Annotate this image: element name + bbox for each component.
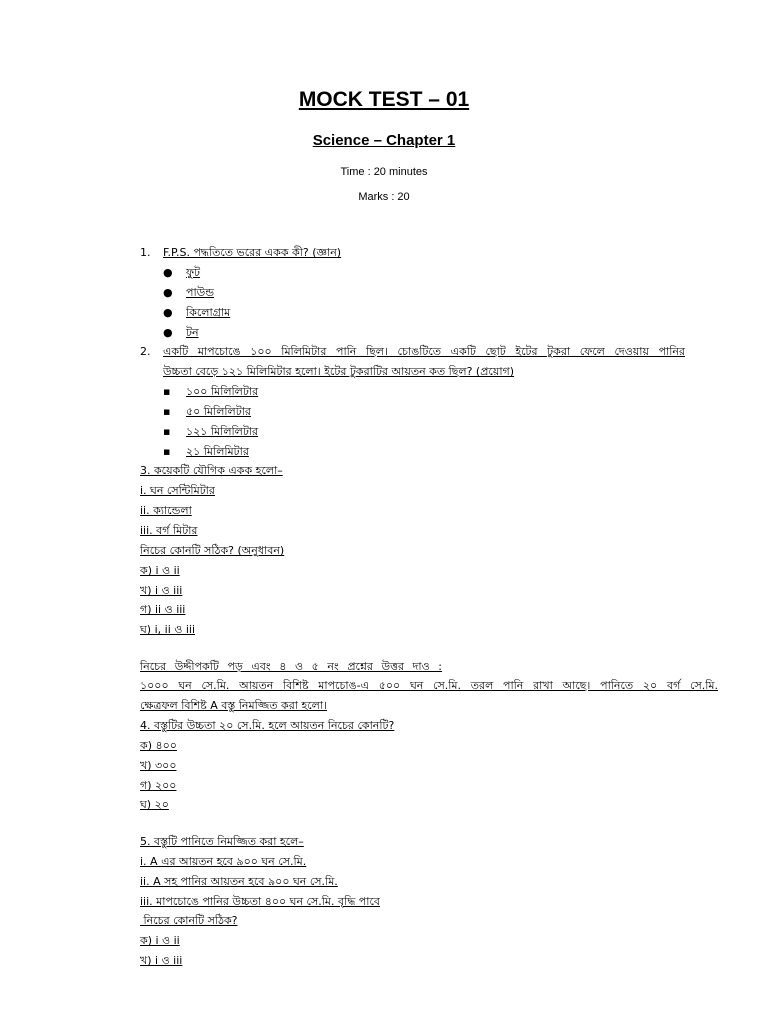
q5-item-3: iii. মাপচোঙে পানির উচ্চতা ৪০০ ঘন সে.মি. বৃদ্ধি পাবে [140,895,381,908]
q4-option-2: খ) ৩০০ [140,759,177,772]
page-title: MOCK TEST – 01 [298,88,470,111]
page-subtitle: Science – Chapter 1 [312,132,456,149]
q2-text-line1: একটি মাপচোঙে ১০০ মিলিমিটার পানি ছিল। চোঙটিতে একটি ছোট ইটের টুকরা ফেলে দেওয়ায় পানির [163,345,685,358]
q3-option-1: ক) i ও ii [140,564,180,577]
q3-option-4: ঘ) i, ii ও iii [140,623,196,636]
bullet-dot: ● [163,286,173,299]
q5-prompt: নিচের কোনটি সঠিক? [140,914,238,927]
q1-option-1: ফুট [186,266,201,279]
q5-option-1: ক) i ও ii [140,934,180,947]
q2-option-4: ২১ মিলিমিটার [186,445,249,458]
stem-line-2: ক্ষেত্রফল বিশিষ্ট A বস্তু নিমজ্জিত করা হলো। [140,699,327,712]
bullet-dot: ● [163,326,173,339]
q1-text: F.P.S. পদ্ধতিতে ভরের একক কী? (জ্ঞান) [163,246,342,259]
stem-line-1: ১০০০ ঘন সে.মি. আয়তন বিশিষ্ট মাপচোঙ-এ ৫০০ ঘন সে.মি. তরল পানি রাখা আছে। পানিতে ২০ বর্গ সে.মি. [140,679,718,692]
bullet-dot: ● [163,266,173,279]
square-bullet: ▪ [163,425,171,438]
q3-prompt: নিচের কোনটি সঠিক? (অনুধাবন) [140,544,285,557]
q4-option-4: ঘ) ২০ [140,798,169,811]
q2-number: 2. [140,345,151,358]
marks-label: Marks : 20 [358,191,410,203]
q4-option-1: ক) ৪০০ [140,739,177,752]
bullet-dot: ● [163,306,173,319]
q5-text: 5. বস্তুটি পানিতে নিমজ্জিত করা হলে– [140,835,304,848]
square-bullet: ▪ [163,405,171,418]
q1-option-4: টন [186,326,199,339]
q1-option-2: পাউন্ড [186,286,215,299]
q2-text-line2: উচ্চতা বেড়ে ১২১ মিলিমিটার হলো। ইটের টুকরাটির আয়তন কত ছিল? (প্রয়োগ) [163,365,515,378]
q4-text: 4. বস্তুটির উচ্চতা ২০ সে.মি. হলে আয়তন নিচের কোনটি? [140,719,395,732]
q5-option-2: খ) i ও iii [140,954,183,967]
q5-item-2: ii. A সহ পানির আয়তন হবে ৯০০ ঘন সে.মি. [140,875,338,888]
q4-option-3: গ) ২০০ [140,779,177,792]
q3-option-3: গ) ii ও iii [140,603,186,616]
q5-item-1: i. A এর আয়তন হবে ৯০০ ঘন সে.মি. [140,855,307,868]
q3-option-2: খ) i ও iii [140,584,183,597]
q1-option-3: কিলোগ্রাম [186,306,231,319]
square-bullet: ▪ [163,445,171,458]
q1-number: 1. [140,246,151,259]
square-bullet: ▪ [163,385,171,398]
q2-option-2: ৫০ মিলিলিটার [186,405,251,418]
q2-option-1: ১০০ মিলিলিটার [186,385,259,398]
q2-option-3: ১২১ মিলিলিটার [186,425,259,438]
q3-item-3: iii. বর্গ মিটার [140,524,198,537]
q3-text: 3. কয়েকটি যৌগিক একক হলো– [140,464,283,477]
time-label: Time : 20 minutes [340,166,428,178]
q3-item-1: i. ঘন সেন্টিমিটার [140,484,215,497]
q3-item-2: ii. ক্যান্ডেলা [140,504,192,517]
stem-heading: নিচের উদ্দীপকটি পড় এবং ৪ ও ৫ নং প্রশ্নের উত্তর দাও : [140,660,442,673]
